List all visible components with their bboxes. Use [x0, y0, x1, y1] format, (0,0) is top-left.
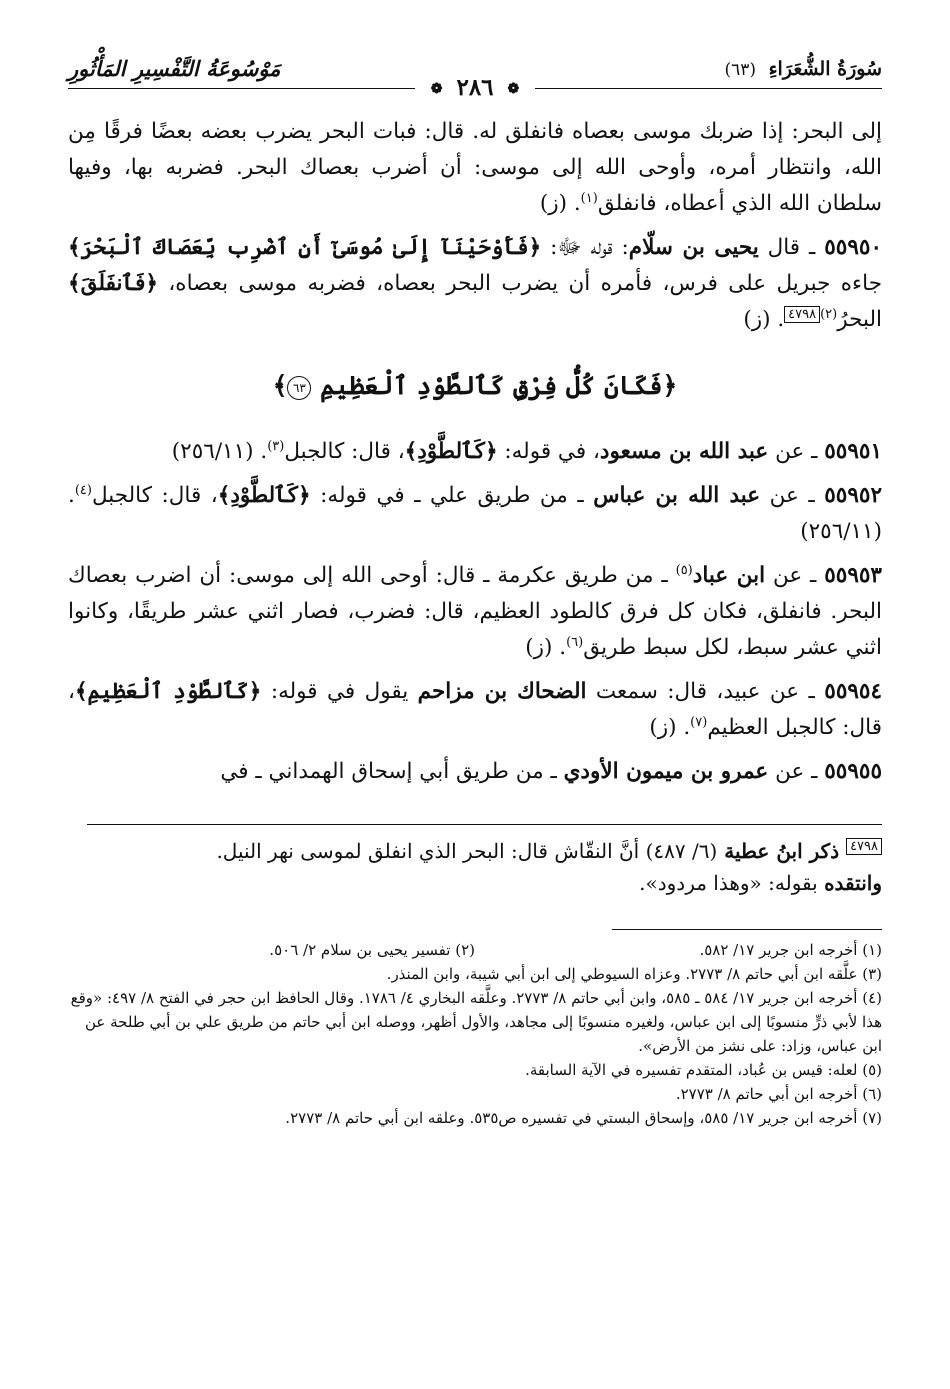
narrator-name: عمرو بن ميمون الأودي — [563, 759, 769, 784]
footnote-marker: (٥) — [675, 562, 693, 578]
entry-number: ٥٥٩٥٥ — [824, 759, 882, 784]
entry-55954: ٥٥٩٥٤ ـ عن عبيد، قال: سمعت الضحاك بن مزاحم يقول في قوله: ﴿كَٱلطَّوْدِ ٱلْعَظِيمِ﴾، قال: كالجبل العظيم$^{(٧)}$. (ز) — [68, 679, 883, 740]
verse-number-icon: ٦٣ — [287, 376, 311, 400]
footnote: (٣) علَّقه ابن أبي حاتم ٨/ ٢٧٧٣. وعزاه السيوطي إلى ابن أبي شيبة، وابن المنذر. — [386, 965, 882, 983]
ornament-icon: ❁ — [430, 81, 443, 97]
entry-number: ٥٥٩٥٤ — [824, 679, 883, 704]
footnote-marker: (٤) — [74, 482, 92, 498]
quran-quote: ﴿فَأَوْحَيْنَآ إِلَىٰ مُوسَىٰٓ أَنِ ٱضْرِب بِّعَصَاكَ ٱلْبَحْرَ﴾ — [68, 235, 542, 260]
footnote: (٦) أخرجه ابن أبي حاتم ٨/ ٢٧٧٣. — [675, 1085, 882, 1103]
footnote: (٢) تفسير يحيى بن سلام ٢/ ٥٠٦. — [269, 941, 475, 959]
cross-reference-box: ٤٧٩٨ — [784, 306, 820, 323]
footnote-marker: (٧) — [690, 714, 708, 730]
page-number: ٢٨٦ — [456, 74, 494, 101]
entry-55955: ٥٥٩٥٥ ـ عن عمرو بن ميمون الأودي ـ من طريق أبي إسحاق الهمداني ـ في — [220, 759, 882, 784]
footnote-separator — [612, 929, 882, 930]
narrator-name: عبد الله بن مسعود — [599, 439, 769, 464]
narrator-name: ابن عباد — [692, 563, 766, 588]
quran-quote: ﴿كَٱلطَّوْدِ﴾ — [404, 439, 498, 464]
narrator-name: عبد الله بن عباس — [593, 483, 761, 508]
quran-quote: ﴿كَٱلطَّوْدِ﴾ — [217, 483, 311, 508]
footnotes — [68, 938, 882, 1130]
cross-reference-box: ٤٧٩٨ — [846, 838, 882, 855]
narrator-name: يحيى بن سلّام — [628, 235, 759, 260]
editor-note: ٤٧٩٨ ذكر ابنُ عطية (٦/ ٤٨٧) أنَّ النقّاش قال: البحر الذي انفلق لموسى نهر النيل. وانتقده بقوله: «وهذا مردود». — [216, 839, 882, 895]
entry-55952: ٥٥٩٥٢ ـ عن عبد الله بن عباس ـ من طريق علي ـ في قوله: ﴿كَٱلطَّوْدِ﴾، قال: كالجبل$^{(٤)}$. (٢٥٦/١١) — [68, 482, 882, 544]
quran-quote: ﴿كَٱلطَّوْدِ ٱلْعَظِيمِ﴾ — [74, 679, 262, 704]
footnote: (٧) أخرجه ابن جرير ١٧/ ٥٨٥، وإسحاق البستي في تفسيره ص٥٣٥. وعلقه ابن أبي حاتم ٨/ ٢٧٧٣. — [285, 1109, 882, 1127]
footnote-marker: (١) — [580, 190, 598, 206]
page-header — [68, 40, 882, 101]
footnote-marker: (٢) — [820, 306, 838, 322]
entry-number: ٥٥٩٥١ — [824, 439, 882, 464]
footnote-marker: (٣) — [267, 438, 285, 454]
footnote-marker: (٦) — [566, 634, 584, 650]
main-text — [68, 114, 882, 790]
quran-quote: ﴿فَٱنفَلَقَ﴾ — [68, 271, 158, 296]
footnote: (١) أخرجه ابن جرير ١٧/ ٥٨٢. — [699, 941, 882, 959]
entry-55950: ٥٥٩٥٠ ـ قال يحيى بن سلّام: قوله ﷻ: ﴿فَأَوْحَيْنَآ إِلَىٰ مُوسَىٰٓ أَنِ ٱضْرِب بِّعَصَاكَ ٱلْبَحْرَ﴾ جاءه جبريل على فرس، فأمره أن يضرب البحر بعصاه، فضربه موسى بعصاه، ﴿فَٱنفَلَقَ﴾ البحرُ$^{(٢)}$٤٧٩٨. (ز) — [68, 235, 882, 332]
entry-55953: ٥٥٩٥٣ ـ عن ابن عباد$^{(٥)}$ ـ من طريق عكرمة ـ قال: أوحى الله إلى موسى: أن اضرب بعصاك البحر. فانفلق، فكان كل فرق كالطود العظيم، قال: فضرب، فصار اثني عشر طريقًا، وكانوا اثني عشر سبط، لكل سبط طريق$^{(٦)}$. (ز) — [68, 562, 882, 660]
entry-number: ٥٥٩٥٠ — [824, 235, 882, 260]
entry-55951: ٥٥٩٥١ ـ عن عبد الله بن مسعود، في قوله: ﴿كَٱلطَّوْدِ﴾، قال: كالجبل$^{(٣)}$. (٢٥٦/١١) — [171, 438, 882, 464]
narrator-name: الضحاك بن مزاحم — [417, 679, 587, 704]
paragraph-continuation: إلى البحر: إذا ضربك موسى بعصاه فانفلق له. قال: فبات البحر يضرب بعضه بعضًا فرقًا مِن الله، وانتظار أمره، وأوحى الله إلى موسى: أن أضرب بعصاك البحر. فضربه بها، وفيها سلطان الله الذي أعطاه، فانفلق$^{(١)}$. (ز) — [68, 119, 882, 216]
verse-heading: ﴿فَكَانَ كُلُّ فِرْقٍ كَٱلطَّوْدِ ٱلْعَظِيمِ ٦٣﴾ — [272, 371, 678, 400]
footnote: (٥) لعله: قيس بن عُباد، المتقدم تفسيره في الآية السابقة. — [525, 1061, 882, 1079]
footnote: (٤) أخرجه ابن جرير ١٧/ ٥٨٤ ـ ٥٨٥، وابن أبي حاتم ٨/ ٢٧٧٣. وعلَّقه البخاري ٤/ ١٧٨٦. وقال الحافظ ابن حجر في الفتح ٨/ ٤٩٧: «وقع هذا لأبي ذرٍّ منسوبًا إلى ابن عباس، ولغيره منسوبًا إلى مجاهد، والأول أظهر، ووصله ابن أبي حاتم من طريق علي بن أبي طلحة عن ابن عباس، وزاد: على نشز من الأرض». — [70, 989, 882, 1055]
surah-number: (٦٣) — [724, 60, 756, 80]
book-title: مَوْسُوعَةُ التَّفْسِيرِ المَأْثُورِ — [68, 56, 281, 81]
ornament-icon: ❁ — [507, 81, 520, 97]
note-separator — [87, 824, 882, 825]
surah-title: سُورَةُ الشُّعَرَاءِ — [768, 58, 882, 80]
entry-number: ٥٥٩٥٢ — [824, 483, 882, 508]
page — [68, 40, 882, 1360]
page-number-box — [415, 74, 536, 101]
entry-number: ٥٥٩٥٣ — [824, 563, 882, 588]
